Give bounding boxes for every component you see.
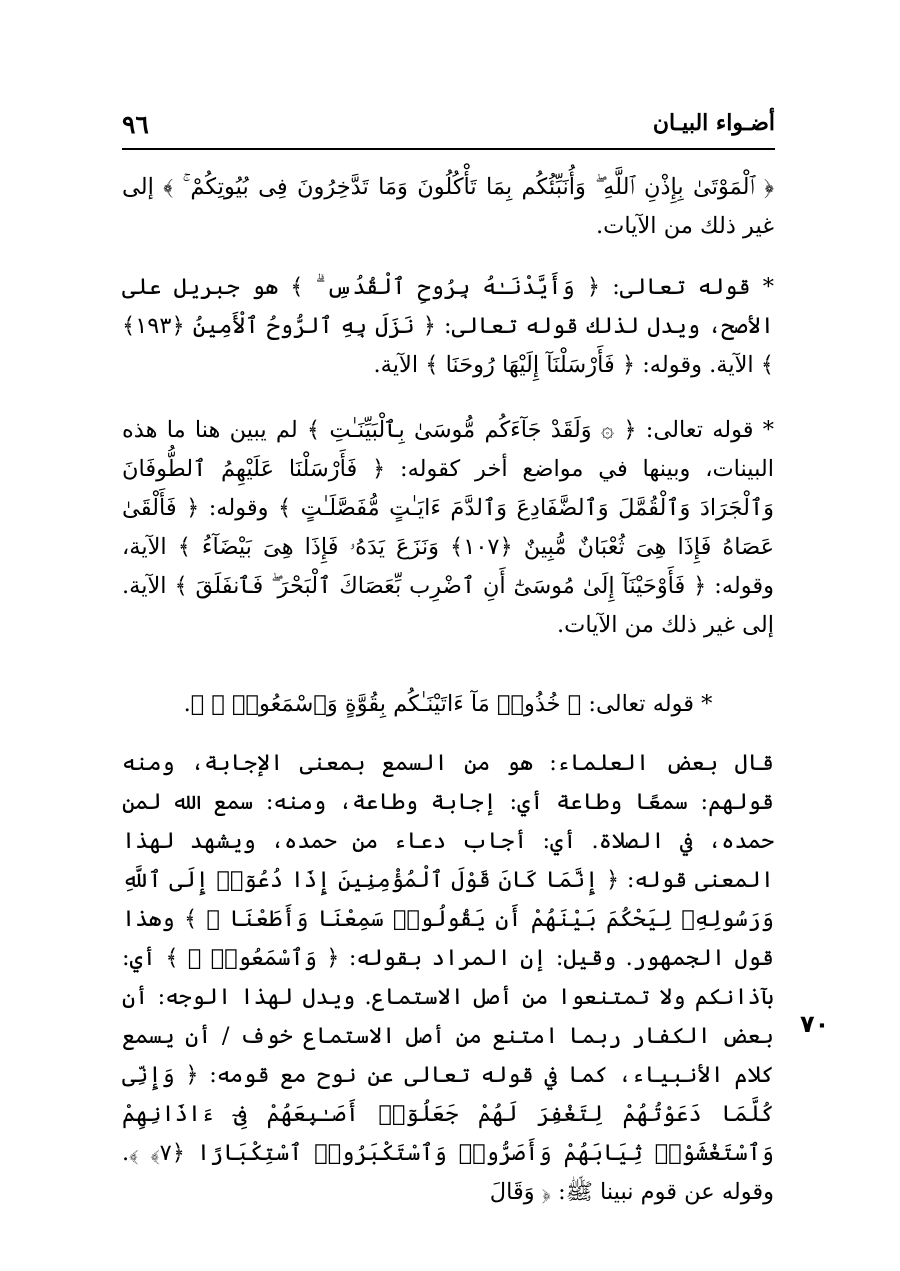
paragraph-verse-continuation xyxy=(122,168,774,246)
paragraph-text: ﴿ ٱلْمَوْتَىٰ بِإِذْنِ ٱللَّهِ ۖ وَأُنَبِّئُكُم بِمَا تَأْكُلُونَ وَمَا تَدَّخِرُونَ فِى بُيُوتِكُمْ ۚ ﴾ إلى غير ذلك من الآيات. xyxy=(122,174,774,239)
paragraph-commentary xyxy=(122,744,774,1212)
running-header xyxy=(122,110,775,146)
paragraph-text: * قوله تعالى: ﴿ خُذُوا۟ مَآ ءَاتَيْنَـٰكُم بِقُوَّةٍ وَٱسْمَعُوا۟ ۖ ﴾. xyxy=(183,691,713,717)
margin-page-marker: ٧٠ xyxy=(800,1010,830,1038)
paragraph-ruh-al-qudus xyxy=(122,268,774,385)
paragraph-khudhu xyxy=(122,685,774,724)
paragraph-text: * قوله تعالى: ﴿ ۞ وَلَقَدْ جَآءَكُم مُّوسَىٰ بِٱلْبَيِّنَـٰتِ ﴾ لم يبين هنا ما هذه البينات، وبينها في مواضع أخر كقوله: ﴿ فَأَرْسَلْنَا عَلَيْهِمُ ٱلطُّوفَانَ وَٱلْجَرَادَ وَٱلْقُمَّلَ وَٱلضَّفَادِعَ وَٱلدَّمَ ءَايَـٰتٍ مُّفَصَّلَـٰتٍ ﴾ وقوله: ﴿ فَأَلْقَىٰ عَصَاهُ فَإِذَا هِىَ ثُعْبَانٌ مُّبِينٌ ﴿١٠٧﴾ وَنَزَعَ يَدَهُۥ فَإِذَا هِىَ بَيْضَآءُ ﴾ الآية، وقوله: ﴿ فَأَوْحَيْنَآ إِلَىٰ مُوسَىٰٓ أَنِ ٱضْرِب بِّعَصَاكَ ٱلْبَحْرَ ۖ فَٱنفَلَقَ ﴾ الآية. إلى غير ذلك من الآيات. xyxy=(122,417,774,638)
paragraph-text: * قوله تعالى: ﴿ وَأَيَّدْنَـٰهُ بِرُوحِ ٱلْقُدُسِ ۗ ﴾ هو جبريل على الأصح، ويدل لذلك قوله تعالى: ﴿ نَزَلَ بِهِ ٱلرُّوحُ ٱلْأَمِينُ ﴿١٩٣﴾ ﴾ الآية. وقوله: ﴿ فَأَرْسَلْنَآ إِلَيْهَا رُوحَنَا ﴾ الآية. xyxy=(122,274,775,378)
paragraph-bayyinat xyxy=(122,411,774,645)
paragraph-text: قال بعض العلماء: هو من السمع بمعنى الإجابة، ومنه قولهم: سمعًا وطاعة أي: إجابة وطاعة، ومنه: سمع الله لمن حمده، في الصلاة. أي: أجاب دعاء من حمده، ويشهد لهذا المعنى قوله: ﴿ إِنَّمَا كَانَ قَوْلَ ٱلْمُؤْمِنِينَ إِذَا دُعُوٓا۟ إِلَى ٱللَّهِ وَرَسُولِهِۦ لِيَحْكُمَ بَيْنَهُمْ أَن يَقُولُوا۟ سَمِعْنَا وَأَطَعْنَا ۚ ﴾ وهذا قول الجمهور. وقيل: إن المراد بقوله: ﴿ وَٱسْمَعُوا۟ ۖ ﴾ أي: بآذانكم ولا تمتنعوا من أصل الاستماع. ويدل لهذا الوجه: أن بعض الكفار ربما امتنع من أصل الاستماع خوف / أن يسمع كلام الأنبياء، كما في قوله تعالى عن نوح مع قومه: ﴿ وَإِنِّى كُلَّمَا دَعَوْتُهُمْ لِتَغْفِرَ لَهُمْ جَعَلُوٓا۟ أَصَـٰبِعَهُمْ فِىٓ ءَاذَانِهِمْ وَٱسْتَغْشَوْا۟ ثِيَابَهُمْ وَأَصَرُّوا۟ وَٱسْتَكْبَرُوا۟ ٱسْتِكْبَارًا ﴿٧﴾ ﴾. وقوله عن قوم نبينا ﷺ: ﴿ وَقَالَ xyxy=(122,750,775,1205)
book-title: أضـواء البيـان xyxy=(652,110,775,136)
page-number: ٩٦ xyxy=(122,110,149,139)
header-rule xyxy=(122,148,775,150)
